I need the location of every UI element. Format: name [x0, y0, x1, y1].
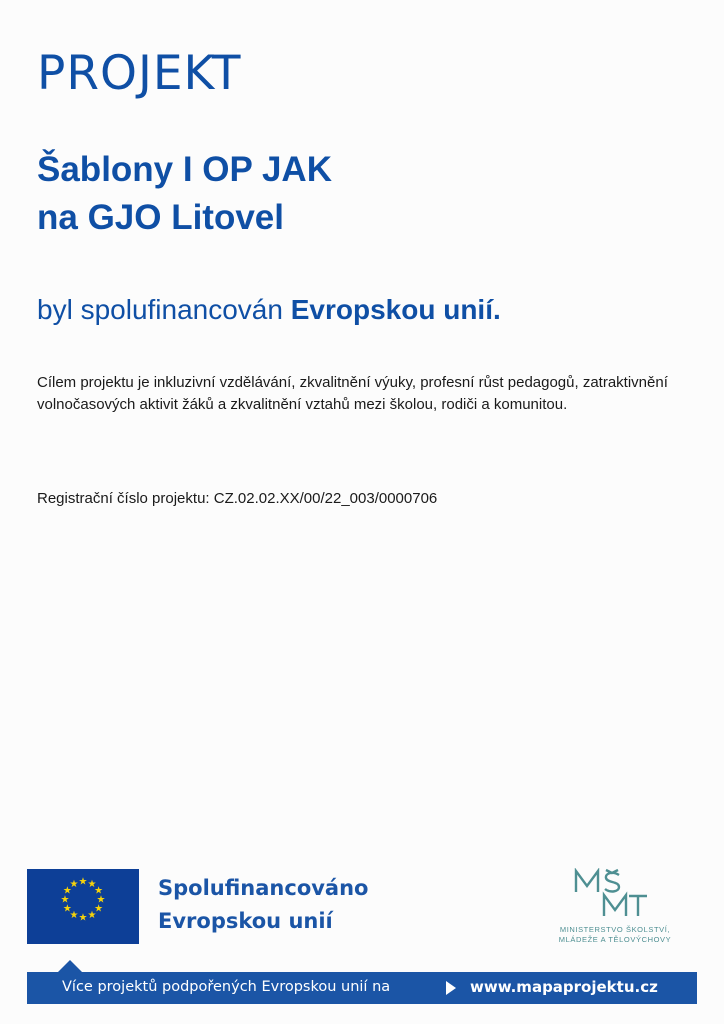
cofinanced-prefix: byl spolufinancován: [37, 294, 291, 325]
project-description: Cílem projektu je inkluzivní vzdělávání, zkvalitnění výuky, profesní růst pedagogů, zatraktivnění volnočasových aktivit žáků a zkvalitnění vztahů mezi školou, rodiči a komunitou.: [37, 374, 668, 413]
registration-number: Registrační číslo projektu: CZ.02.02.XX/00/22_003/0000706: [37, 490, 438, 507]
svg-text:★: ★: [69, 910, 79, 922]
arrow-right-icon: [446, 981, 456, 995]
footer-notch: [58, 960, 82, 972]
svg-text:★: ★: [94, 903, 104, 915]
eu-label-line-2: Evropskou unií: [158, 909, 333, 933]
cofinanced-by: Evropskou unií.: [290, 294, 501, 325]
svg-text:★: ★: [78, 912, 88, 924]
eu-stars-icon: [27, 869, 139, 944]
svg-text:★: ★: [94, 885, 104, 897]
svg-text:★: ★: [87, 878, 97, 890]
msmt-logo-icon: [573, 868, 649, 920]
svg-text:★: ★: [87, 910, 97, 922]
svg-text:★: ★: [62, 885, 72, 897]
svg-text:★: ★: [60, 894, 70, 906]
eu-cofinanced-label: [158, 872, 368, 938]
project-title: [37, 146, 332, 242]
cofinanced-statement: [37, 293, 501, 327]
project-title-line-1: Šablony I OP JAK: [37, 150, 332, 189]
svg-text:★: ★: [62, 903, 72, 915]
svg-text:★: ★: [96, 894, 106, 906]
msmt-caption: [535, 925, 695, 945]
eu-label-line-1: Spolufinancováno: [158, 876, 369, 900]
msmt-caption-line-1: MINISTERSTVO ŠKOLSTVÍ,: [559, 925, 671, 934]
footer-text: Více projektů podpořených Evropskou unií na: [62, 979, 391, 995]
eu-flag-icon: [27, 869, 139, 944]
project-kicker: PROJEKT: [37, 46, 242, 101]
mapaprojektu-link[interactable]: www.mapaprojektu.cz: [470, 978, 658, 996]
project-title-line-2: na GJO Litovel: [37, 198, 284, 237]
msmt-caption-line-2: MLÁDEŽE A TĚLOVÝCHOVY: [558, 935, 672, 944]
svg-text:★: ★: [78, 876, 88, 888]
svg-text:★: ★: [69, 878, 79, 890]
